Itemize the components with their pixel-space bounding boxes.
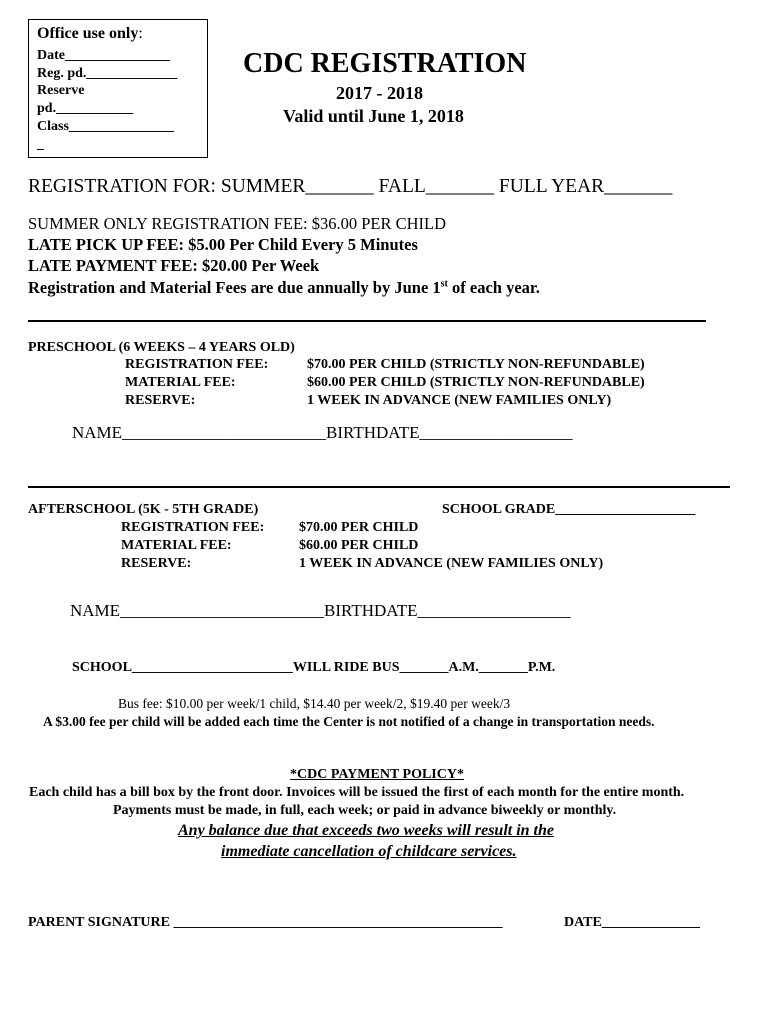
summer-fee: SUMMER ONLY REGISTRATION FEE: $36.00 PER CHILD — [28, 214, 447, 233]
afterschool-reserve-value: 1 WEEK IN ADVANCE (NEW FAMILIES ONLY) — [299, 556, 604, 571]
afterschool-reg-fee-label: REGISTRATION FEE: — [121, 520, 265, 535]
office-reserve-label: Reserve — [37, 83, 85, 98]
preschool-material-fee-label: MATERIAL FEE: — [125, 375, 236, 390]
preschool-name-birthdate-line[interactable]: NAME________________________BIRTHDATE__________________ — [72, 423, 573, 442]
preschool-title: PRESCHOOL (6 WEEKS – 4 YEARS OLD) — [28, 340, 295, 355]
parent-signature-line[interactable]: PARENT SIGNATURE _______________________________________________ — [28, 915, 503, 930]
school-grade-line[interactable]: SCHOOL GRADE____________________ — [442, 502, 696, 517]
preschool-material-fee-value: $60.00 PER CHILD (STRICTLY NON-REFUNDABLE) — [307, 375, 645, 390]
office-use-title: Office use only: — [37, 25, 143, 42]
afterschool-material-fee-value: $60.00 PER CHILD — [299, 538, 419, 553]
afterschool-name-birthdate-line[interactable]: NAME________________________BIRTHDATE__________________ — [70, 601, 571, 620]
bus-fee: Bus fee: $10.00 per week/1 child, $14.40 per week/2, $19.40 per week/3 — [118, 696, 511, 711]
office-reg-pd-line[interactable]: Reg. pd._____________ — [37, 66, 178, 81]
preschool-reserve-value: 1 WEEK IN ADVANCE (NEW FAMILIES ONLY) — [307, 393, 612, 408]
preschool-reg-fee-label: REGISTRATION FEE: — [125, 357, 269, 372]
registration-for-line[interactable]: REGISTRATION FOR: SUMMER_______ FALL_______ FULL YEAR_______ — [28, 176, 673, 197]
office-date-line[interactable]: Date_______________ — [37, 48, 170, 63]
policy-title: *CDC PAYMENT POLICY* — [290, 767, 464, 782]
late-payment-fee: LATE PAYMENT FEE: $20.00 Per Week — [28, 256, 320, 275]
late-pickup-fee: LATE PICK UP FEE: $5.00 Per Child Every 5 Minutes — [28, 235, 418, 254]
fees-due-notice: Registration and Material Fees are due annually by June 1st of each year. — [28, 278, 540, 297]
office-extra-line: _ — [37, 137, 44, 152]
policy-line-2: Payments must be made, in full, each week; or paid in advance biweekly or monthly. — [113, 803, 617, 818]
preschool-reserve-label: RESERVE: — [125, 393, 196, 408]
afterschool-material-fee-label: MATERIAL FEE: — [121, 538, 232, 553]
preschool-reg-fee-value: $70.00 PER CHILD (STRICTLY NON-REFUNDABLE) — [307, 357, 645, 372]
page-title: CDC REGISTRATION — [243, 48, 527, 79]
school-year: 2017 - 2018 — [336, 83, 423, 103]
policy-line-1: Each child has a bill box by the front door. Invoices will be issued the first of each month for the entire month. — [29, 785, 685, 800]
valid-until: Valid until June 1, 2018 — [283, 106, 464, 126]
policy-warning-1: Any balance due that exceeds two weeks will result in the — [178, 822, 554, 839]
transport-notice: A $3.00 fee per child will be added each time the Center is not notified of a change in transportation needs. — [43, 714, 655, 729]
section-divider — [28, 486, 730, 488]
policy-warning-2: immediate cancellation of childcare services. — [221, 843, 517, 860]
office-use-box — [28, 19, 208, 158]
afterschool-reg-fee-value: $70.00 PER CHILD — [299, 520, 419, 535]
school-bus-line[interactable]: SCHOOL_______________________WILL RIDE BUS_______A.M._______P.M. — [72, 660, 556, 675]
signature-date-line[interactable]: DATE______________ — [564, 915, 700, 930]
afterschool-title: AFTERSCHOOL (5K - 5TH GRADE) — [28, 502, 259, 517]
afterschool-reserve-label: RESERVE: — [121, 556, 192, 571]
office-class-line[interactable]: Class_______________ — [37, 119, 174, 134]
office-pd-line[interactable]: pd.___________ — [37, 101, 134, 116]
section-divider — [28, 320, 706, 322]
